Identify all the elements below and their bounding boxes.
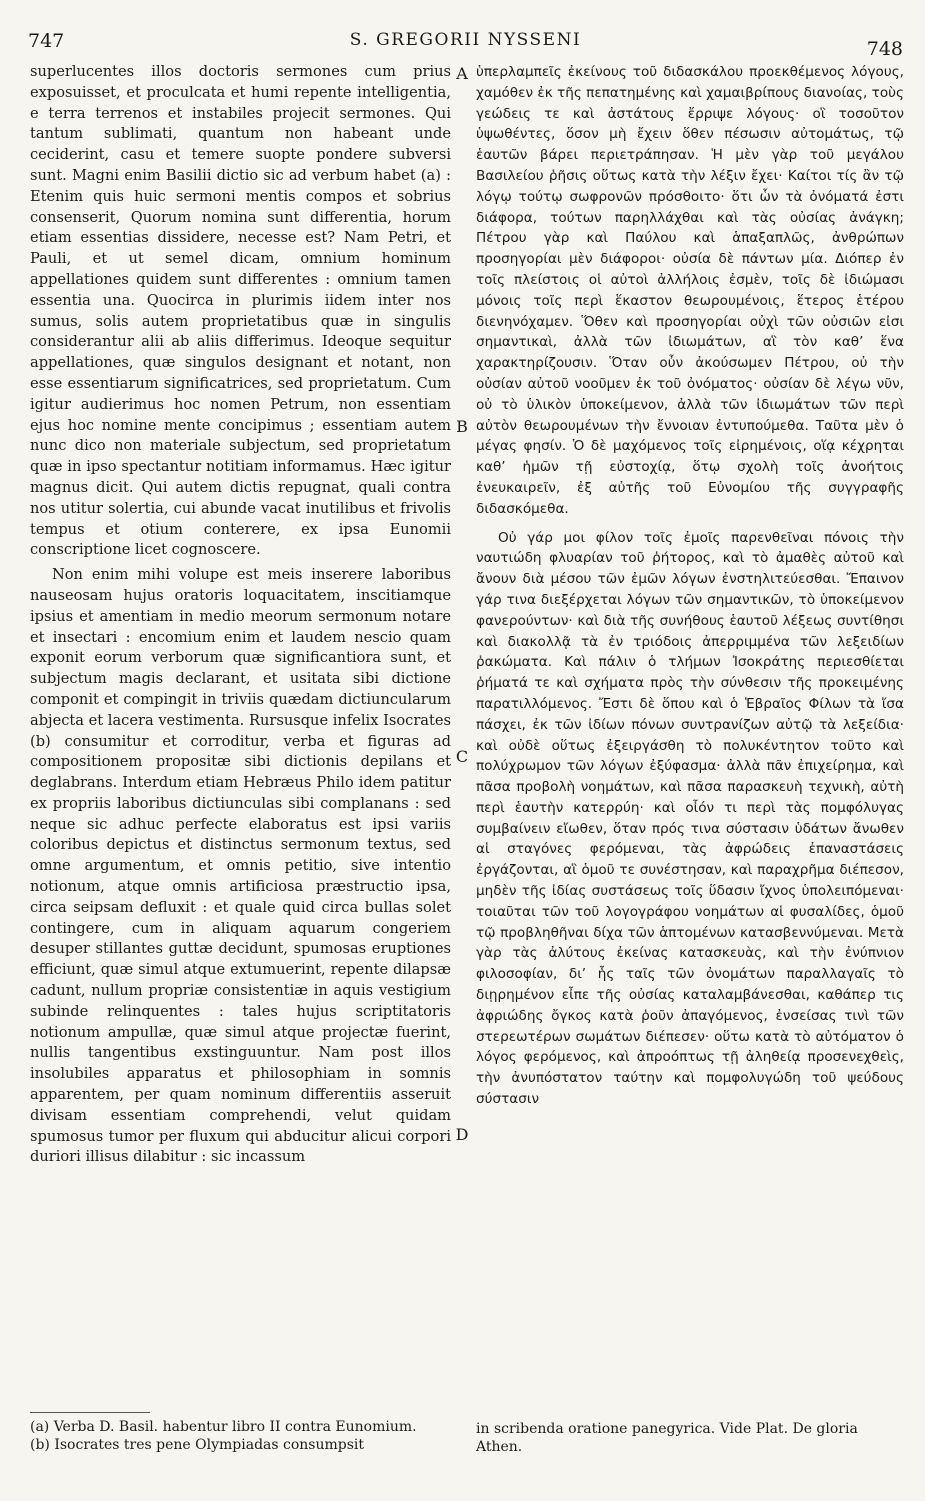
greek-paragraph-2: Οὐ γάρ μοι φίλον τοῖς ἐμοῖς παρενθεῖναι πόνοις τὴν ναυτιώδη φλυαρίαν τοῦ ῥήτορος, καὶ τὸ ἀμαθὲς αὐτοῦ καὶ ἄνουν διὰ μέσου τῶν ἐμῶν λόγων ἐνστηλιτεύεσθαι. Ἔπαινον γάρ τινα διεξέρχεται λόγων τῶν σημαντικῶν, τὸ ὑποκείμενον φανερούντων· καὶ διὰ τῆς συνήθους ἑαυτοῦ λέξεως συντίθησι καὶ διακολλᾷ τὰ ἐν τριόδοις ἀπερριμμένα τῶν λεξειδίων ῥακώματα. Καὶ πάλιν ὁ τλήμων Ἰσοκράτης περιεσθίεται ῥήματά τε καὶ σχήματα πρὸς τὴν σύνθεσιν τῆς προκειμένης παρατιλλόμενος. Ἔστι δὲ ὅπου καὶ ὁ Ἑβραῖος Φίλων τὰ ἴσα πάσχει, ἐκ τῶν ἰδίων πόνων συντρανίζων αὐτῷ τὰ λεξείδια· καὶ οὐδὲ οὕτως ἐξειργάσθη τὸ πολυκέντητον τοῦτο καὶ πολύχρωμον τῶν λόγων ἐξύφασμα· ἀλλὰ πᾶν ἐπιχείρημα, καὶ πᾶσα προβολὴ νοημάτων, καὶ πᾶσα παρασκευὴ τεχνικὴ, αὐτὴ περὶ ἑαυτὴν κατερρύη· καὶ οἷόν τι περὶ τὰς πομφόλυγας συμβαίνειν εἴωθεν, ὅταν πρός τινα σύστασιν ὑδάτων ἄνωθεν αἱ σταγόνες φερόμεναι, τὰς ἀφρώδεις ἐπαναστάσεις ἐργάζονται, αἳ ὁμοῦ τε συνέστησαν, καὶ παραχρῆμα διέπεσον, μηδὲν τῆς ἰδίας συστάσεως τοῖς ὕδασιν ἴχνος ὑπολειπόμεναι· τοιαῦται τῶν τοῦ λογογράφου νοημάτων αἱ φυσαλίδες, ὁμοῦ τῷ προβληθῆναι δίχα τῶν ἁπτομένων κατασβεννύμεναι. Μετὰ γὰρ τὰς ἀλύτους ἐκείνας κατασκευὰς, καὶ τὴν ἐνύπνιον φιλοσοφίαν, δι’ ἧς ταῖς τῶν ὀνομάτων παραλλαγαῖς τὸ διῃρημένον εἶπε τῆς οὐσίας καταλαμβάνεσθαι, καθάπερ τις ἀφριώδης ὄγκος κατὰ ῥοῦν ἀπαγόμενος, ἐνσείσας τινὶ τῶν στερεωτέρων σωμάτων διέπεσεν· οὕτω κατὰ τὸ αὐτόματον ὁ λόγος φερόμενος, καὶ ἀπροόπτως τῇ ἀληθείᾳ προσενεχθεὶς, τὴν ἀνυπόστατον ταύτην καὶ πομφολυγώδη τοῦ ψεύδους σύστασιν xyxy=(476,529,904,1108)
section-marker-d: D xyxy=(455,1125,469,1144)
greek-paragraph-1: ὑπερλαμπεῖς ἐκείνους τοῦ διδασκάλου προεκθέμενος λόγους, χαμόθεν ἐκ τῆς πεπατημένης καὶ χαμαιβρίπους διανοίας, τοὺς γεώδεις τε καὶ ἀστάτους ἔρριψε λόγους· οἳ τοσοῦτον ὑψωθέντες, ὅσον μὴ ἔχειν ὅθεν πέσωσιν αὐτομάτως, τῷ ἑαυτῶν βάρει περιετράπησαν. Ἡ μὲν γὰρ τοῦ μεγάλου Βασιλείου ῥῆσις οὕτως κατὰ τὴν λέξιν ἔχει· Καίτοι τίς ἂν τῷ λόγῳ τούτῳ σωφρονῶν πρόσθοιτο· ὅτι ὧν τὰ ὀνόματά ἐστι διάφορα, τούτων παρηλλάχθαι καὶ τὰς οὐσίας ἀνάγκη; Πέτρου γὰρ καὶ Παύλου καὶ ἁπαξαπλῶς, ἀνθρώπων προσηγορίαι μὲν διάφοροι· οὐσία δὲ πάντων μία. Διόπερ ἐν τοῖς πλείστοις οἱ αὐτοὶ ἀλλήλοις ἐσμὲν, τοῖς δὲ ἰδιώμασι μόνοις τοῖς περὶ ἕκαστον θεωρουμένοις, ἕτερος ἑτέρου διενηνόχαμεν. Ὅθεν καὶ προσηγορίαι οὐχὶ τῶν οὐσιῶν εἰσι σημαντικαὶ, ἀλλὰ τῶν ἰδιωμάτων, αἳ τὸν καθ’ ἕνα χαρακτηρίζουσιν. Ὅταν οὖν ἀκούσωμεν Πέτρου, οὐ τὴν οὐσίαν αὐτοῦ νοοῦμεν ἐκ τοῦ ὀνόματος· οὐσίαν δὲ λέγω νῦν, οὐ τὸ ὑλικὸν ὑποκείμενον, ἀλλὰ τῶν ἰδιωμάτων τῶν περὶ αὐτὸν θεωρουμένων τὴν ἔννοιαν ἐντυπούμεθα. Ταῦτα μὲν ὁ μέγας φησίν. Ὁ δὲ μαχόμενος τοῖς εἰρημένοις, οἵᾳ κέχρηται καθ’ ἡμῶν τῇ εὐστοχίᾳ, ὅτῳ σχολὴ τοῖς ἀνοήτοις ἐνευκαιρεῖν, ἐξ αὐτῆς τοῦ Εὐνομίου τῆς συγγραφῆς διδασκόμεθα. xyxy=(476,64,904,517)
footnotes xyxy=(30,1418,451,1454)
section-marker-b: B xyxy=(456,417,468,436)
section-marker-a: A xyxy=(456,64,468,83)
latin-column xyxy=(30,62,451,1168)
footnote-a: (a) Verba D. Basil. habentur libro II contra Eunomium. xyxy=(30,1419,417,1435)
section-marker-c: C xyxy=(455,747,469,766)
latin-paragraph-2: Non enim mihi volupe est meis inserere laboribus nauseosam hujus oratoris loquacitatem, inscitiamque ipsius et amentiam in medio meorum sermonum notare et insectari : encomium enim et laudem nescio quam exponit eorum verborum quæ significantiora sunt, et subjectum magis declarant, et usitata sibi dictione componit et compingit in triviis quædam dictiuncularum abjecta et lacera vestimenta. Rursusque infelix Isocrates (b) consumitur et corroditur, verba et figuras ad compositionem propositæ sibi dictionis depilans et deglabrans. Interdum etiam Hebræus Philo idem patitur ex propriis laboribus dictiunculas sibi complanans : sed neque sic adhuc perfecte elaboratus est ipsi variis coloribus depictus et distinctus sermonum textus, sed omne argumentum, et omnis petitio, sive intentio notionum, atque omnis artificiosa præstructio ipsa, circa seipsam defluxit : et quale quid circa bullas solet contingere, cum in aliquam aquarum congeriem desuper stillantes guttæ decidunt, spumosas eruptiones efficiunt, quæ simul atque extumuerint, repente dilapsæ cadunt, nullum propriæ consistentiæ in aquis vestigium subinde relinquentes : tales hujus scriptitatoris notionum ampullæ, quæ simul atque projectæ fuerint, nullis tangentibus exstinguuntur. Nam post illos insolubiles apparatus et philosophiam in somnis apparentem, per quam nominum differentiis asseruit divisam essentiam comprehendi, velut quidam spumosus tumor per fluxum qui abducitur alicui corpori duriori illisus dilabitur : sic incassum xyxy=(30,566,451,1166)
page-number-right: 748 xyxy=(866,38,903,60)
footnote-rule xyxy=(30,1412,150,1413)
footnote-b: (b) Isocrates tres pene Olympiadas consumpsit xyxy=(30,1437,365,1453)
page-header xyxy=(28,30,903,58)
running-title: S. GREGORII NYSSENI xyxy=(349,30,582,50)
latin-paragraph-1: superlucentes illos doctoris sermones cum prius exposuisset, et proculcata et humi repente intelligentia, e terra terrenos et instabiles projecit sermones. Qui tantum sublimati, quantum non habeant unde ceciderint, casu et temere suopte pondere subversi sunt. Magni enim Basilii dictio sic ad verbum habet (a) : Etenim quis huic sermoni mentis compos et sobrius consenserit, Quorum nomina sunt differentia, horum etiam essentias dissidere, necesse est? Nam Petri, et Pauli, et ut semel dicam, omnium hominum appellationes quidem sunt differentes : omnium tamen essentia una. Quocirca in plurimis iidem inter nos sumus, solis autem proprietatibus quæ in singulis considerantur alii ab aliis differimus. Ideoque sequitur appellationes, quæ singulos designant et notant, non esse essentiarum significatrices, sed proprietatum. Cum igitur audierimus hoc nomen Petrum, non essentiam ejus hoc nomine mente concipimus ; essentiam autem nunc dico non materiale subjectum, sed proprietatum quæ in ipso spectantur notitiam informamus. Hæc igitur magnus dicit. Qui autem dictis repugnat, quali contra nos utitur solertia, cui abunde vacat inutilibus et frivolis tempus et otium conterere, ex ipsa Eunomii conscriptione licet cognoscere. xyxy=(30,63,451,559)
greek-column xyxy=(476,62,904,1110)
footnote-b-continuation: in scribenda oratione panegyrica. Vide Plat. De gloria Athen. xyxy=(476,1421,858,1455)
page-number-left: 747 xyxy=(28,30,65,52)
